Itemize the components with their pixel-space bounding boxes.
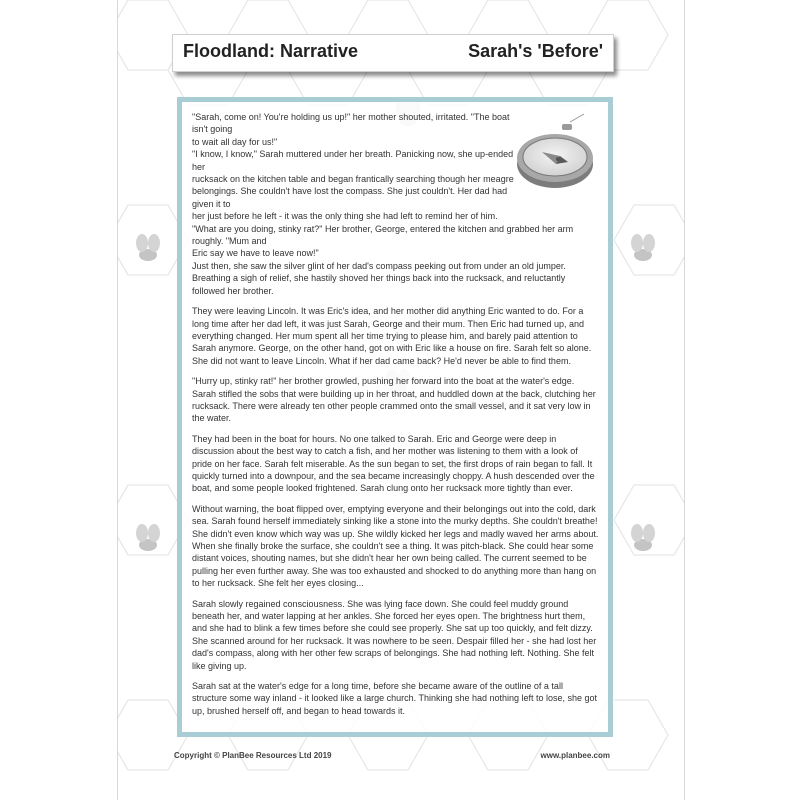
page-title: Floodland: Narrative: [183, 41, 359, 61]
story-paragraph: Without warning, the boat flipped over, emptying everyone and their belongings out into the cold, dark sea. Sarah found herself immediately sinking like a stone into the murky depths. She couldn't breathe! She didn't even know which way was up. She wildly kicked her legs and madly waved her arms about. When she finally broke the surface, she couldn't see a thing. It was pitch-black. She could hear some distant voices, shouting names, but she didn't hear her own being called. The current seemed to be pulling her even further away. She was too exhausted and shocked to do anything more than hang on to her rucksack. She felt her eyes closing...: [192, 503, 599, 589]
story-paragraph: Sarah slowly regained consciousness. She was lying face down. She could feel muddy ground beneath her, and water lapping at her ankles. She forced her eyes open. The brightness hurt them, and she had to blink a few times before she could see properly. She sat up too quickly, and felt dizzy. She scanned around for her rucksack. It was nowhere to be seen. Despair filled her - she had lost her dad's compass, along with her other few scraps of belongings. She had nothing left. Nothing. She felt like giving up.: [192, 598, 597, 671]
story-line: rucksack on the kitchen table and began frantically searching though her meagre: [192, 174, 514, 185]
story-text: [192, 111, 600, 725]
copyright-notice: Copyright © PlanBee Resources Ltd 2019: [174, 751, 332, 760]
story-line: belongings. She couldn't have lost the compass. She just couldn't. Her dad had given it to: [192, 186, 508, 209]
story-paragraph: Sarah sat at the water's edge for a long time, before she became aware of the outline of a tall structure some way inland - it looked like a large church. Thinking she had nothing left to lose, she got up, brushed herself off, and began to head towards it.: [192, 681, 598, 716]
website-link[interactable]: www.planbee.com: [540, 751, 610, 760]
story-line: Just then, she saw the silver glint of her dad's compass peeking out from under an old jumper. Breathing a sigh of relief, she hastily shoved her things back into the rucksack, and reluctantly followed her brother.: [192, 260, 566, 296]
story-line: her just before he left - it was the only thing she had left to remind her of him.: [192, 211, 498, 222]
story-paragraph: They had been in the boat for hours. No one talked to Sarah. Eric and George were deep in discussion about the best way to catch a fish, and her mother was listening to them with a look of pride on her face. Sarah felt miserable. As the sun began to set, the first drops of rain began to fall. It quickly turned into a downpour, and the sea became increasingly choppy. A hush descended over the boat, and some people looked frightened. Sarah clung onto her rucksack more tightly than ever.: [192, 433, 595, 494]
story-paragraph: They were leaving Lincoln. It was Eric's idea, and her mother did anything Eric wanted to do. For a long time after her dad left, it was just Sarah, George and their mum. Then Eric had turned up, and everything changed. Her mum spent all her time trying to please him, and barely paid attention to Sarah anymore. George, on the other hand, got on with Eric like a house on fire. Sarah felt so alone. She did not want to leave Lincoln. What if her dad came back? He'd never be able to find them.: [192, 306, 592, 366]
story-line: "Sarah, come on! You're holding us up!" her mother shouted, irritated. "The boat isn't going: [192, 112, 510, 135]
worksheet-page: [117, 0, 685, 800]
header-bar: [172, 34, 614, 72]
story-line: to wait all day for us!": [192, 136, 278, 147]
page-subtitle: Sarah's 'Before': [468, 41, 603, 61]
story-frame: [177, 97, 613, 737]
opening-paragraph: [192, 111, 600, 297]
story-line: "I know, I know," Sarah muttered under her breath. Panicking now, she up-ended her: [192, 149, 514, 172]
story-line: "What are you doing, stinky rat?" Her brother, George, entered the kitchen and grabbed her arm roughly. "Mum and: [192, 223, 574, 247]
story-paragraph: "Hurry up, stinky rat!" her brother growled, pushing her forward into the boat at the water's edge. Sarah stifled the sobs that were building up in her throat, and huddled down at the back, clutching her rucksack. There were already ten other people crammed onto the small vessel, and it sat very low in the water.: [192, 376, 596, 424]
story-line: Eric say we have to leave now!": [192, 248, 319, 259]
